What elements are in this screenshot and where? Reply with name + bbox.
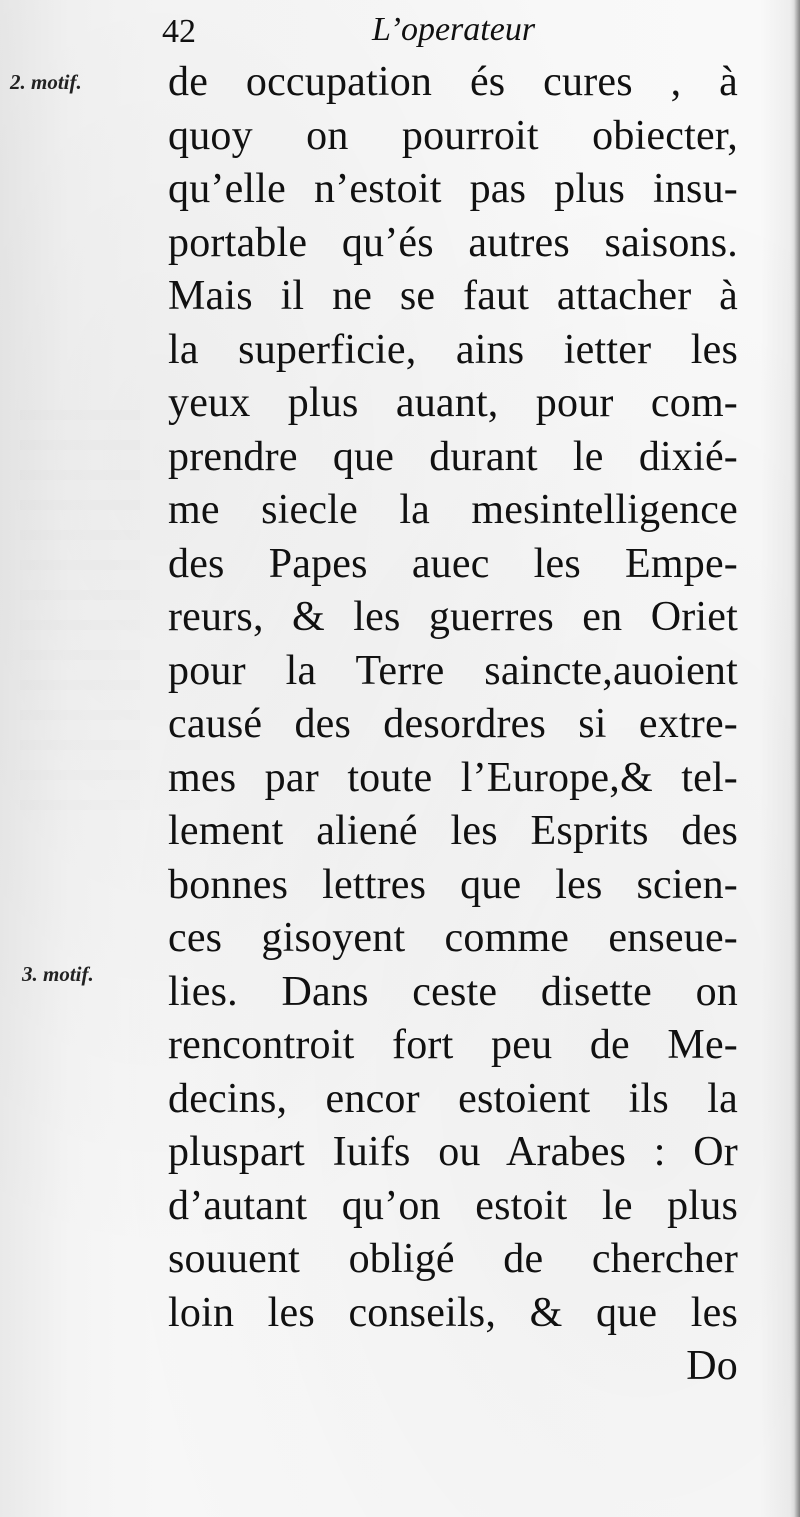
text-line: des Papes auec les Empe- <box>168 540 738 587</box>
text-line: me siecle la mesintelligence <box>168 487 738 533</box>
text-line: souuent obligé de chercher <box>168 1236 738 1282</box>
text-line: reurs, & les guerres en Oriet <box>168 594 738 640</box>
catchword-line <box>168 1340 738 1394</box>
margin-note-motif-3: 3. motif. <box>22 962 94 986</box>
text-line: qu’elle n’estoit pas plus insu- <box>168 166 738 212</box>
text-line: yeux plus auant, pour com- <box>168 380 738 426</box>
text-line: lement aliené les Esprits des <box>168 808 738 854</box>
text-line: bonnes lettres que les scien- <box>168 861 738 908</box>
text-line: pour la Terre saincte,auoient <box>168 647 738 694</box>
text-line: portable qu’és autres saisons. <box>168 219 738 266</box>
page-number: 42 <box>162 13 196 50</box>
margin-note-motif-2: 2. motif. <box>10 70 82 94</box>
text-line: pluspart Iuifs ou Arabes : Or <box>168 1129 738 1175</box>
text-line: quoy on pourroit obiecter, <box>168 112 738 159</box>
text-line: Mais il ne se faut attacher à <box>168 273 738 319</box>
text-line: de occupation és cures , à <box>168 59 738 105</box>
text-line: d’autant qu’on estoit le plus <box>168 1182 738 1229</box>
text-line: mes par toute l’Europe,& tel- <box>168 754 738 801</box>
text-line: la superficie, ains ietter les <box>168 326 738 373</box>
text-line: loin les conseils, & que les <box>168 1289 738 1336</box>
text-line: ces gisoyent comme enseue- <box>168 915 738 961</box>
running-head: L’operateur <box>372 11 536 48</box>
text-line: decins, encor estoient ils la <box>168 1075 738 1122</box>
body-text <box>168 56 738 1394</box>
page-edge-shadow <box>794 0 800 1517</box>
text-line: lies. Dans ceste disette on <box>168 968 738 1015</box>
text-line: rencontroit fort peu de Me- <box>168 1022 738 1068</box>
text-line: causé des desordres si extre- <box>168 701 738 747</box>
catchword: Do <box>686 1343 738 1389</box>
show-through-ink <box>20 410 140 830</box>
text-line: prendre que durant le dixié- <box>168 433 738 480</box>
